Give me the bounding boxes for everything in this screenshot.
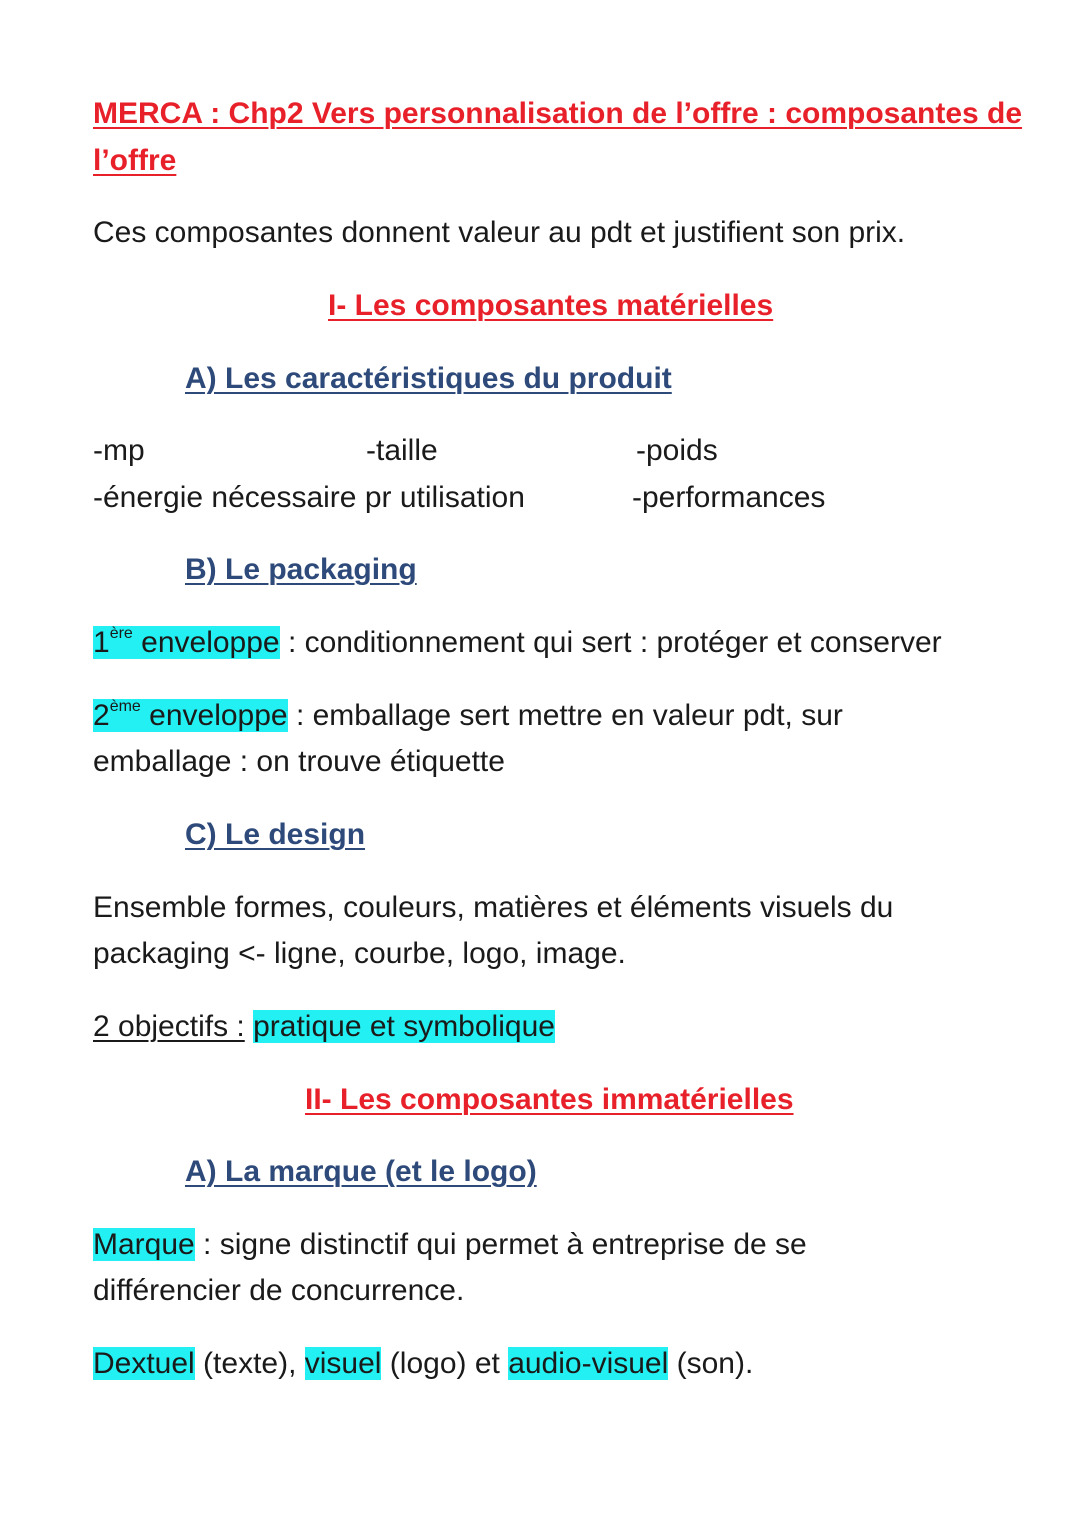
objectives-value: pratique et symbolique [253, 1010, 555, 1043]
section-1-heading: I- Les composantes matérielles [328, 289, 774, 322]
design-text-line-1: Ensemble formes, couleurs, matières et éléments visuels du [93, 891, 894, 924]
characteristic-item: -taille [366, 434, 438, 467]
highlighted-term: visuel [304, 1347, 382, 1380]
highlighted-term: audio-visuel [508, 1347, 669, 1380]
title-line-1: MERCA : Chp2 Vers personnalisation de l’offre : composantes de [93, 97, 1023, 130]
characteristic-item: -poids [636, 434, 718, 467]
highlighted-term: 2ème enveloppe [93, 698, 288, 732]
section-1c-heading: C) Le design [185, 818, 366, 851]
section-1a-heading: A) Les caractéristiques du produit [185, 362, 672, 395]
highlighted-term: 1ère enveloppe [93, 625, 280, 659]
intro-text: Ces composantes donnent valeur au pdt et justifient son prix. [93, 216, 906, 249]
section-1b-heading: B) Le packaging [185, 553, 417, 586]
highlighted-term: Dextuel [93, 1347, 195, 1380]
brand-types: Dextuel (texte), visuel (logo) et audio-visuel (son). [93, 1347, 754, 1380]
brand-definition: Marque : signe distinctif qui permet à entreprise de se [93, 1228, 807, 1261]
section-2a-heading: A) La marque (et le logo) [185, 1155, 537, 1188]
objectives-label: 2 objectifs : [93, 1010, 245, 1043]
design-objectives [93, 1004, 555, 1050]
packaging-second-envelope: 2ème enveloppe : emballage sert mettre en valeur pdt, sur [93, 698, 843, 732]
characteristic-item: -performances [632, 481, 826, 514]
title-line-2: l’offre [93, 144, 177, 177]
highlighted-term: Marque [93, 1228, 195, 1261]
characteristic-item: -mp [93, 434, 145, 467]
brand-definition-line-2: différencier de concurrence. [93, 1274, 465, 1307]
packaging-first-envelope: 1ère enveloppe : conditionnement qui sert : protéger et conserver [93, 625, 942, 659]
characteristic-item: -énergie nécessaire pr utilisation [93, 481, 525, 514]
section-2-heading: II- Les composantes immatérielles [305, 1083, 794, 1116]
design-text-line-2: packaging <- ligne, courbe, logo, image. [93, 937, 626, 970]
packaging-second-envelope-line-2: emballage : on trouve étiquette [93, 745, 505, 778]
